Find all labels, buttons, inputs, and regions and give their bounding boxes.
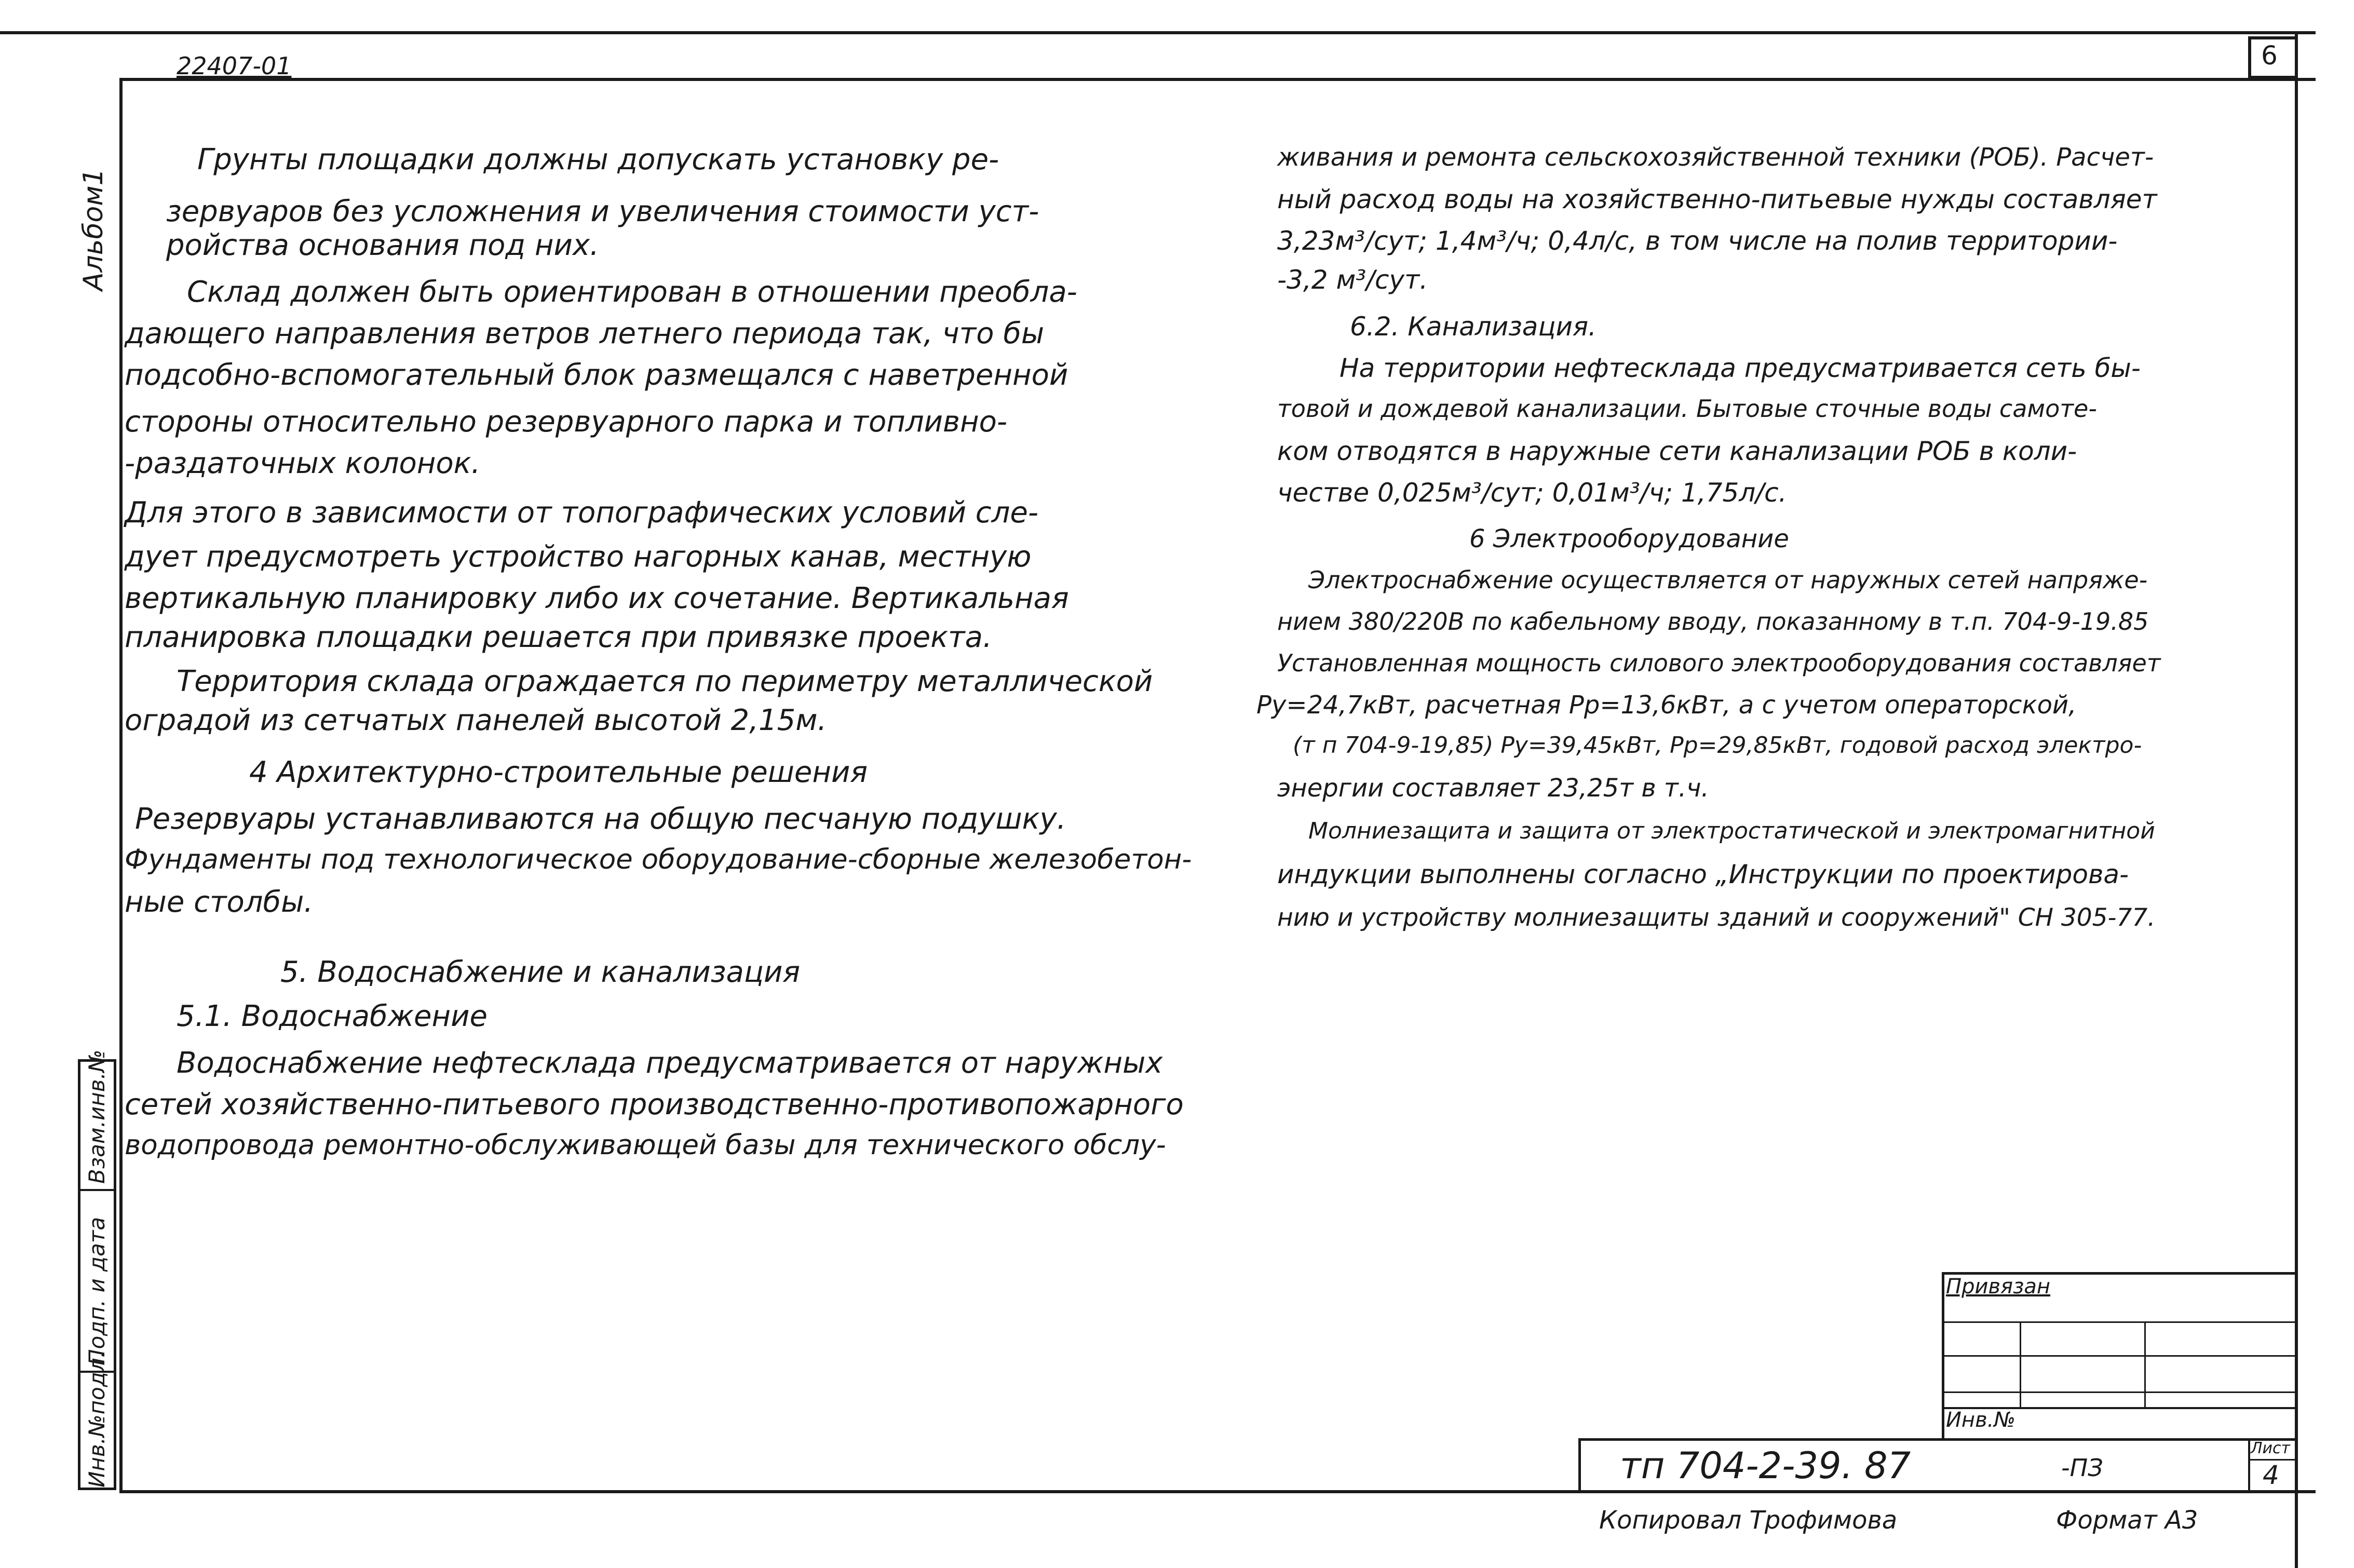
stamp-label-replace: Взам.инв.№ (84, 1049, 110, 1184)
sheet-cell-left (2248, 1438, 2250, 1490)
left-line-23: водопровода ремонтно-обслуживающей базы для технического обслу- (125, 1129, 1166, 1161)
top-border-line (0, 31, 2316, 34)
copied-by: Копировал Трофимова (1599, 1506, 1898, 1535)
section-4-heading: 4 Архитектурно-строительные решения (249, 755, 868, 789)
right-line-9: честве 0,025м³/сут; 0,01м³/ч; 1,75л/с. (1277, 478, 1787, 508)
right-line-16: энергии составляет 23,25т в т.ч. (1277, 774, 1709, 803)
doc-suffix: -ПЗ (2061, 1454, 2103, 1482)
privyazan-row-1 (1942, 1321, 2295, 1323)
right-line-7: товой и дождевой канализации. Бытовые сточные воды самоте- (1277, 395, 2097, 423)
privyazan-col-2 (2144, 1321, 2146, 1407)
left-line-5: дающего направления ветров летнего периода так, что бы (125, 317, 1045, 350)
section-6-heading: 6 Электрооборудование (1469, 524, 1789, 553)
left-line-18: ные столбы. (125, 885, 314, 919)
left-line-21: Водоснабжение нефтесклада предусматривается от наружных (177, 1046, 1163, 1080)
frame-right-line (2295, 31, 2298, 1568)
right-line-4: -3,2 м³/сут. (1277, 265, 1428, 295)
sheet-number: 4 (2263, 1460, 2279, 1490)
left-line-22: сетей хозяйственно-питьевого производственно-противопожарного (125, 1088, 1184, 1121)
privyazan-row-2 (1942, 1355, 2295, 1357)
section-6-2-heading: 6.2. Канализация. (1350, 312, 1597, 342)
privyazan-row-3 (1942, 1391, 2295, 1393)
page-number: 6 (2261, 40, 2278, 71)
left-line-14: оградой из сетчатых панелей высотой 2,15м. (125, 704, 827, 737)
right-line-6: На территории нефтесклада предусматривается сеть бы- (1340, 353, 2141, 383)
left-line-2: зервуаров без усложнения и увеличения стоимости уст- (166, 195, 1039, 228)
album-label: Альбом1 (78, 168, 109, 291)
side-stamp-divider-1 (78, 1189, 116, 1191)
left-line-16: Резервуары устанавливаются на общую песчаную подушку. (135, 802, 1066, 836)
section-5-1-heading: 5.1. Водоснабжение (177, 999, 488, 1033)
left-line-7: стороны относительно резервуарного парка и топливно- (125, 405, 1008, 439)
privyazan-label: Привязан (1946, 1275, 2051, 1299)
frame-bottom-line (119, 1490, 2316, 1493)
left-line-10: дует предусмотреть устройство нагорных канав, местную (125, 540, 1032, 574)
left-line-4: Склад должен быть ориентирован в отношении преобла- (187, 275, 1077, 309)
right-line-3: 3,23м³/сут; 1,4м³/ч; 0,4л/с, в том числе на полив территории- (1277, 226, 2118, 256)
inv-no-label: Инв.№ (1946, 1408, 2015, 1432)
header-code: 22407-01 (177, 52, 292, 80)
left-line-6: подсобно-вспомогательный блок размещался с наветренной (125, 358, 1068, 392)
right-line-1: живания и ремонта сельскохозяйственной техники (РОБ). Расчет- (1277, 143, 2154, 172)
doc-code: тп 704-2-39. 87 (1620, 1444, 1911, 1487)
right-line-11: Электроснабжение осуществляется от наружных сетей напряже- (1308, 566, 2148, 594)
right-line-12: нием 380/220В по кабельному вводу, показанному в т.п. 704-9-19.85 (1277, 607, 2149, 636)
frame-top-line (119, 78, 2316, 81)
left-line-8: -раздаточных колонок. (125, 447, 481, 480)
left-line-1: Грунты площадки должны допускать установку ре- (197, 143, 999, 177)
right-line-19: нию и устройству молниезащиты зданий и сооружений" СН 305-77. (1277, 903, 2156, 932)
sheet-label: Лист (2251, 1439, 2291, 1457)
left-line-3: ройства основания под них. (166, 228, 599, 262)
stamp-label-sign-date: Подп. и дата (84, 1216, 110, 1366)
right-line-14: Ру=24,7кВт, расчетная Рр=13,6кВт, а с учетом операторской, (1256, 691, 2077, 720)
right-line-17: Молниезащита и защита от электростатической и электромагнитной (1308, 818, 2155, 844)
right-line-13: Установленная мощность силового электрооборудования составляет (1277, 649, 2161, 677)
left-line-17: Фундаменты под технологическое оборудование-сборные железобетон- (125, 844, 1192, 875)
privyazan-col-1 (2020, 1321, 2021, 1407)
right-line-2: ный расход воды на хозяйственно-питьевые нужды составляет (1277, 184, 2157, 214)
right-line-15: (т п 704-9-19,85) Ру=39,45кВт, Рр=29,85кВт, годовой расход электро- (1293, 732, 2142, 759)
left-line-9: Для этого в зависимости от топографических условий сле- (125, 496, 1039, 530)
left-line-13: Территория склада ограждается по периметру металлической (177, 665, 1153, 698)
section-5-heading: 5. Водоснабжение и канализация (280, 955, 801, 989)
frame-left-line (119, 78, 123, 1490)
stamp-label-inv: Инв.№подл. (84, 1350, 110, 1488)
right-line-18: индукции выполнены согласно „Инструкции по проектирова- (1277, 859, 2129, 889)
right-line-8: ком отводятся в наружные сети канализации РОБ в коли- (1277, 436, 2077, 466)
format-label: Формат А3 (2056, 1506, 2198, 1535)
left-line-12: планировка площадки решается при привязке проекта. (125, 620, 992, 654)
left-line-11: вертикальную планировку либо их сочетание. Вертикальная (125, 582, 1069, 615)
